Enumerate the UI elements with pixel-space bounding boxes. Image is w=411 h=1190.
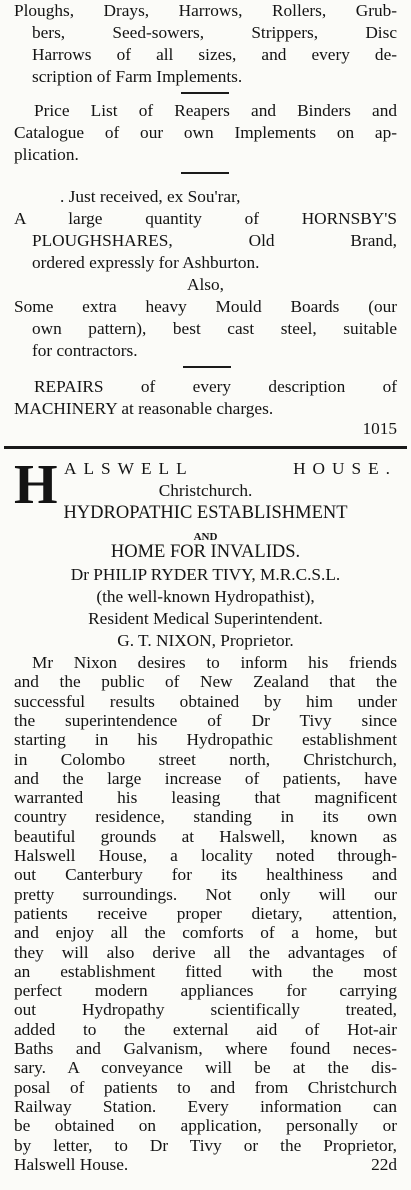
ad1-line: Ploughs, Drays, Harrows, Rollers, Grub-: [14, 1, 397, 20]
ad2-line: and the large increase of patients, have: [14, 768, 397, 788]
ad1-line: Harrows of all sizes, and every de-: [32, 45, 397, 64]
ad1-line: Also,: [187, 275, 224, 294]
ad1-line: PLOUGHSHARES, Old Brand,: [32, 231, 397, 250]
ad2-line: warranted his leasing that magnificent: [14, 788, 397, 808]
ad2-line: Dr PHILIP RYDER TIVY, M.R.C.S.L.: [70, 565, 341, 584]
ad2-line: pretty surroundings. Not only will our: [14, 884, 397, 904]
ad1-line: own pattern), best cast steel, suitable: [32, 319, 397, 338]
ad-number: 1015: [362, 419, 397, 438]
ad1-line: Catalogue of our own Implements on ap-: [14, 123, 397, 142]
ad2-line: country residence, standing in its own: [14, 807, 397, 827]
ad1-line: MACHINERY at reasonable charges.: [14, 399, 274, 418]
ad2-line: out Hydropathy scientifically treated,: [14, 1000, 397, 1020]
ad2-line: be obtained on application, personally or: [14, 1116, 397, 1136]
ad1-line: . Just received, ex Sou'rar,: [60, 187, 241, 206]
ad-number: 22d: [371, 1154, 397, 1174]
ad1-line: A large quantity of HORNSBY'S: [14, 209, 397, 228]
ad1-line: Some extra heavy Mould Boards (our: [14, 297, 397, 316]
ad2-line: perfect modern appliances for carrying: [14, 981, 397, 1001]
ad2-line: starting in his Hydropathic establishment: [14, 730, 397, 750]
ad-separator: [4, 446, 407, 449]
drop-cap: H: [14, 454, 58, 516]
ad2-line: patients receive proper dietary, attention,: [14, 903, 397, 923]
divider: [181, 172, 229, 174]
ad2-line: Halswell House.: [14, 1154, 129, 1174]
ad1-line: bers, Seed-sowers, Strippers, Disc: [32, 23, 397, 42]
ad1-line: plication.: [14, 145, 79, 164]
ad2-heading: ALSWELL HOUSE.: [64, 459, 397, 478]
ad2-line: added to the external aid of Hot-air: [14, 1019, 397, 1039]
divider: [183, 366, 231, 368]
divider: [181, 92, 229, 94]
ad2-line: and enjoy all the comforts of a home, but: [14, 923, 397, 943]
ad2-line: Mr Nixon desires to inform his friends: [32, 653, 397, 672]
ad2-line: and the public of New Zealand that the: [14, 672, 397, 692]
ad2-line: Halswell House, a locality noted through-: [14, 846, 397, 865]
ad1-line: Price List of Reapers and Binders and: [34, 101, 397, 120]
ad2-line: they will also derive all the advantages of: [14, 942, 397, 962]
ad2-line: posal of patients to and from Christchurch: [14, 1077, 397, 1097]
ad2-line: Railway Station. Every information can: [14, 1096, 397, 1116]
ad2-line: Resident Medical Superintendent.: [88, 609, 323, 628]
ad2-title: HYDROPATHIC ESTABLISHMENT: [63, 503, 348, 523]
ad2-line: the superintendence of Dr Tivy since: [14, 710, 397, 730]
ad2-line: by letter, to Dr Tivy or the Proprietor,: [14, 1135, 397, 1155]
ad2-line: beautiful grounds at Halswell, known as: [14, 826, 397, 846]
ad2-line: an establishment fitted with the most: [14, 961, 397, 981]
ad1-line: ordered expressly for Ashburton.: [32, 253, 260, 272]
ad2-line: G. T. NIXON, Proprietor.: [117, 631, 294, 650]
ad2-line: (the well-known Hydropathist),: [96, 587, 315, 606]
ad2-line: successful results obtained by him under: [14, 691, 397, 711]
ad2-line: out Canterbury for its healthiness and: [14, 865, 397, 885]
ad2-line: in Colombo street north, Christchurch,: [14, 749, 397, 769]
ad2-line: Baths and Galvanism, where found neces-: [14, 1039, 397, 1058]
ad2-line: AND: [193, 531, 218, 543]
ad1-line: for contractors.: [32, 341, 138, 360]
ad2-line: sary. A conveyance will be at the dis-: [14, 1058, 397, 1078]
ad1-line: REPAIRS of every description of: [34, 377, 397, 396]
ad2-line: Christchurch.: [158, 481, 253, 500]
ad1-line: scription of Farm Implements.: [32, 67, 243, 86]
ad2-subtitle: HOME FOR INVALIDS.: [110, 542, 301, 562]
